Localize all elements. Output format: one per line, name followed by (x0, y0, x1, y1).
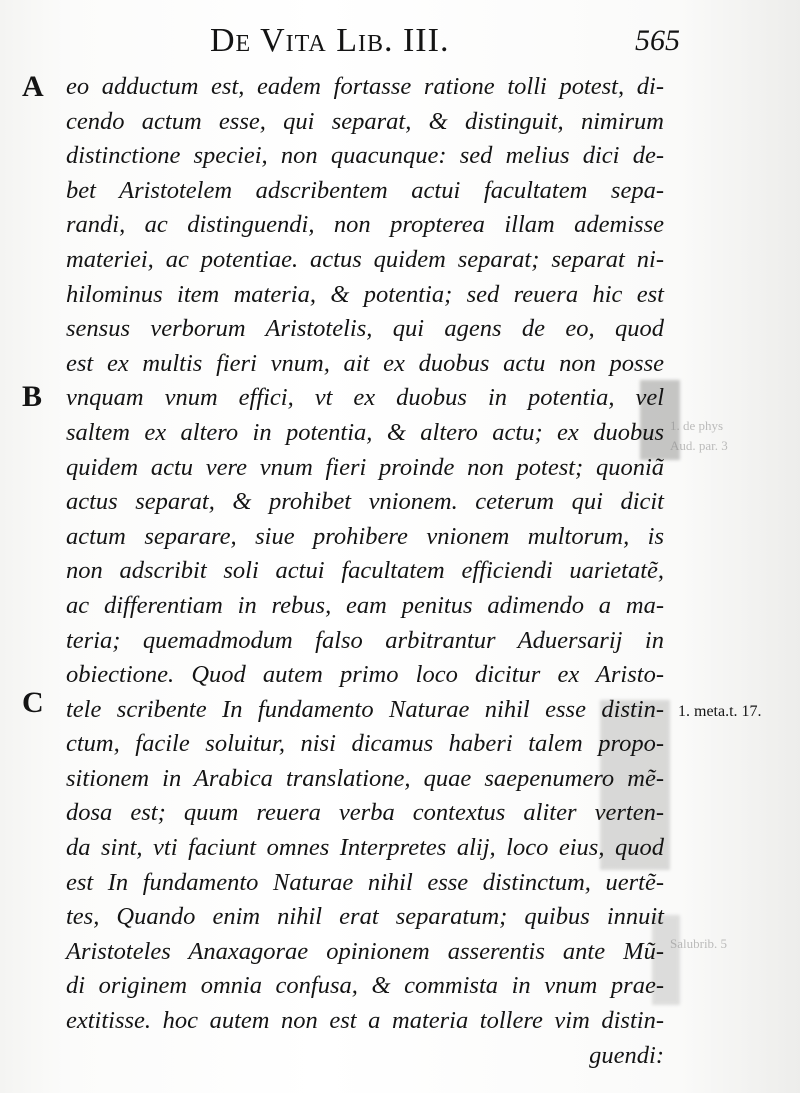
text-line: guendi: (589, 1041, 664, 1069)
text-line: ctum, facile soluitur, nisi dicamus haberi talem propo- (66, 730, 664, 758)
text-line: di originem omnia confusa, & commista in vnum prae- (66, 972, 664, 1000)
marginal-note: 1. meta.t. 17. (678, 703, 762, 720)
text-line: actus separat, & prohibet vnionem. ceterum qui dicit (66, 488, 664, 516)
section-marker-b: B (22, 380, 43, 413)
page-header (200, 22, 680, 66)
text-line: randi, ac distinguendi, non propterea illam ademisse (66, 211, 664, 239)
section-marker-c: C (22, 686, 44, 719)
section-marker-a: A (22, 70, 44, 103)
text-line: actum separare, siue prohibere vnionem multorum, is (66, 522, 664, 550)
text-line: teria; quemadmodum falso arbitrantur Aduersarij in (66, 626, 664, 654)
text-line: est In fundamento Naturae nihil esse distinctum, uertẽ- (66, 868, 664, 896)
text-line: bet Aristotelem adscribentem actui facultatem sepa- (66, 176, 664, 204)
body-text (66, 70, 664, 1073)
text-line: obiectione. Quod autem primo loco dicitur ex Aristo- (66, 661, 664, 689)
text-line: extitisse. hoc autem non est a materia tollere vim distin- (66, 1007, 664, 1035)
text-line: materiei, ac potentiae. actus quidem separat; separat ni- (66, 245, 664, 273)
text-line: sensus verborum Aristotelis, qui agens de eo, quod (66, 315, 664, 343)
text-line: vnquam vnum effici, vt ex duobus in potentia, vel (66, 384, 664, 412)
text-line: distinctione speciei, non quacunque: sed melius dici de- (66, 142, 664, 170)
text-line: saltem ex altero in potentia, & altero actu; ex duobus (66, 418, 664, 446)
text-line: eo adductum est, eadem fortasse ratione tolli potest, di- (66, 73, 664, 100)
text-line: cendo actum esse, qui separat, & distinguit, nimirum (66, 107, 664, 135)
text-line: ac differentiam in rebus, eam penitus adimendo a ma- (66, 591, 664, 619)
text-line: tele scribente In fundamento Naturae nihil esse distin- (66, 695, 664, 723)
page-number: 565 (635, 24, 680, 57)
text-line: tes, Quando enim nihil erat separatum; quibus innuit (66, 903, 664, 931)
text-line: dosa est; quum reuera verba contextus aliter verten- (66, 799, 664, 827)
bleed-through-text: Salubrib. 5 (670, 936, 728, 951)
text-line: Aristoteles Anaxagorae opinionem asserentis ante Mũ- (66, 937, 664, 965)
text-line: non adscribit soli actui facultatem efficiendi uarietatẽ, (66, 557, 664, 585)
running-head: De Vita Lib. III. (210, 22, 450, 59)
text-line: da sint, vti faciunt omnes Interpretes alij, loco eius, quod (66, 834, 664, 862)
bleed-through-text: 1. de phys (670, 418, 724, 433)
text-line: sitionem in Arabica translatione, quae saepenumero mẽ- (66, 764, 664, 792)
text-line: quidem actu vere vnum fieri proinde non potest; quoniã (66, 453, 664, 481)
text-line: est ex multis fieri vnum, ait ex duobus actu non posse (66, 349, 664, 377)
text-line: hilominus item materia, & potentia; sed reuera hic est (66, 280, 664, 308)
bleed-through-text: Aud. par. 3 (670, 438, 728, 453)
